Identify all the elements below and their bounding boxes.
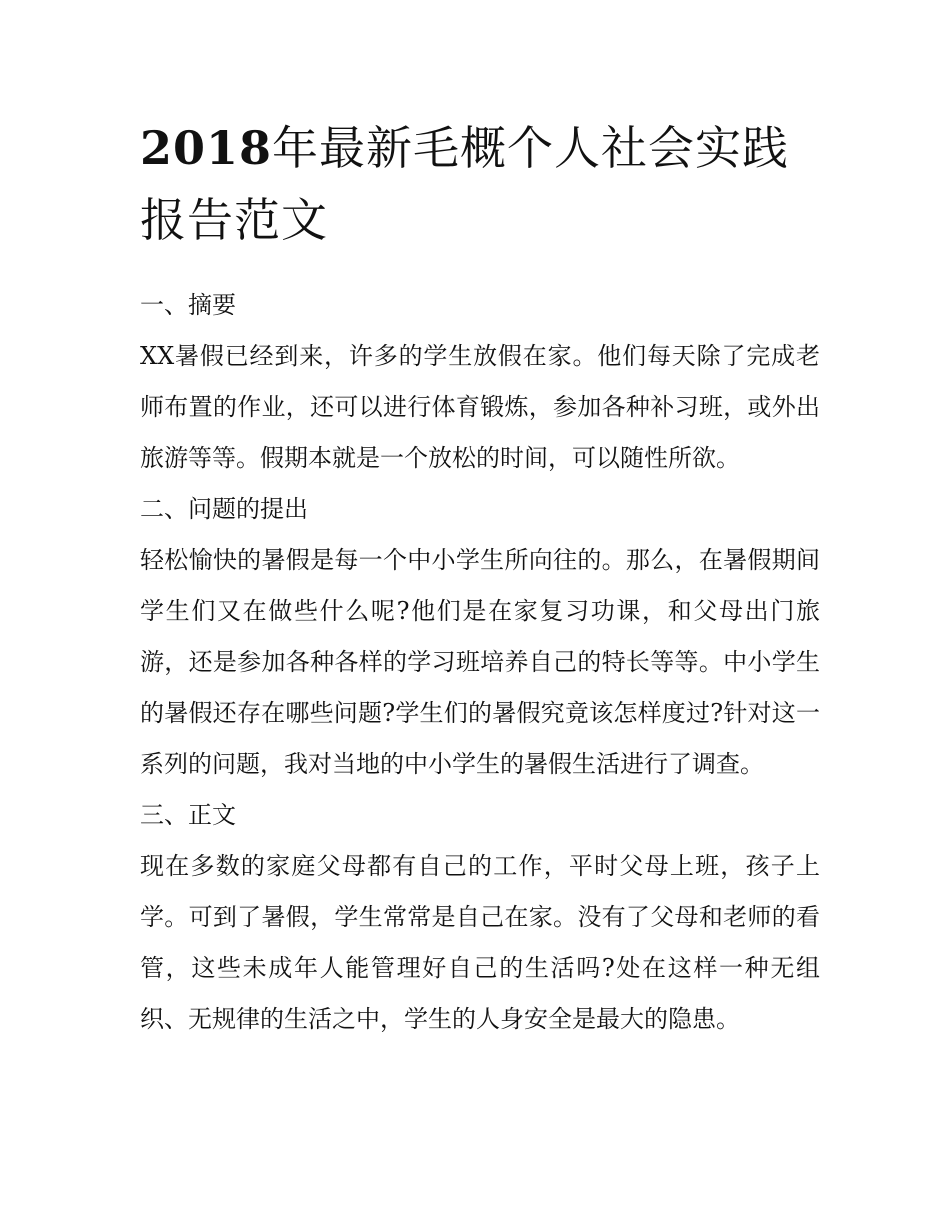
document-body (140, 280, 820, 1045)
paragraph-abstract: XX暑假已经到来，许多的学生放假在家。他们每天除了完成老师布置的作业，还可以进行体育锻炼，参加各种补习班，或外出旅游等等。假期本就是一个放松的时间，可以随性所欲。 (140, 342, 820, 472)
title-text: 年最新毛概个人社会实践报告范文 (140, 121, 790, 247)
section-heading-abstract: 一、摘要 (140, 291, 236, 319)
paragraph-body: 现在多数的家庭父母都有自己的工作，平时父母上班，孩子上学。可到了暑假，学生常常是自己在家。没有了父母和老师的看管，这些未成年人能管理好自己的生活吗?处在这样一种无组织、无规律的生活之中，学生的人身安全是最大的隐患。 (140, 852, 820, 1033)
title-year: 2018 (140, 121, 273, 175)
document-page (140, 112, 820, 1045)
section-heading-body: 三、正文 (140, 801, 236, 829)
section-heading-problem: 二、问题的提出 (140, 495, 308, 523)
document-title (140, 112, 820, 256)
paragraph-problem: 轻松愉快的暑假是每一个中小学生所向往的。那么，在暑假期间学生们又在做些什么呢?他们是在家复习功课，和父母出门旅游，还是参加各种各样的学习班培养自己的特长等等。中小学生的暑假还存在哪些问题?学生们的暑假究竟该怎样度过?针对这一系列的问题，我对当地的中小学生的暑假生活进行了调查。 (140, 546, 820, 778)
